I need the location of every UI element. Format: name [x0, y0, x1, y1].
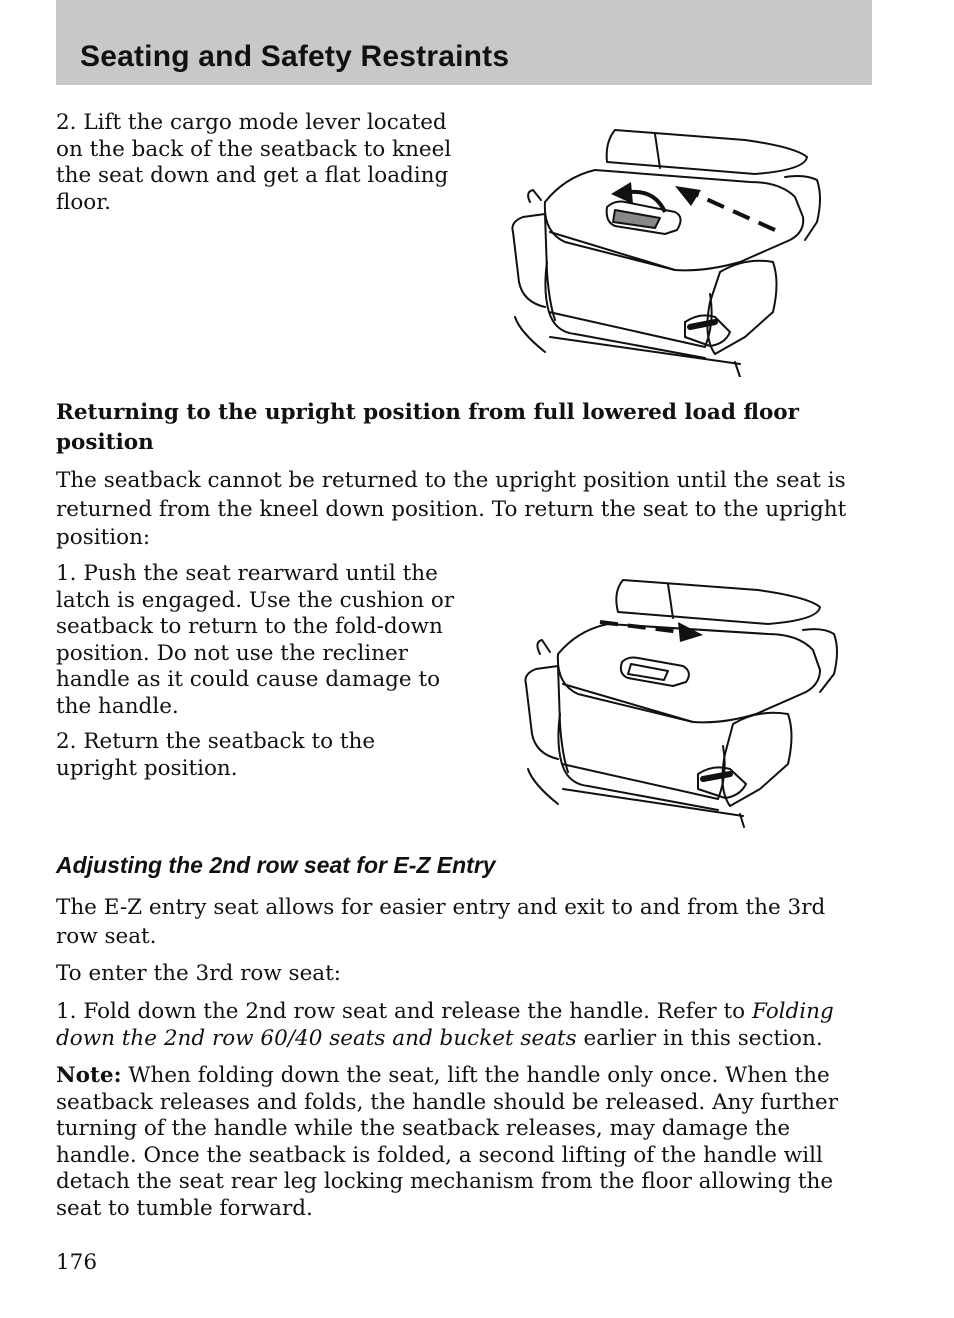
- seat-rearward-illustration: [518, 572, 848, 830]
- page-number: 176: [56, 1250, 98, 1275]
- step-fold-text-post: earlier in this section.: [576, 1025, 823, 1051]
- cross-reference: Folding down the 2nd row 60/40 seats and bucket seats: [56, 999, 834, 1051]
- enter-third-row: To enter the 3rd row seat:: [56, 961, 342, 986]
- seat-kneel-illustration: [505, 122, 835, 377]
- note-label: Note:: [56, 1063, 122, 1088]
- step-return-seatback: 2. Return the seatback to the upright position.: [56, 729, 376, 781]
- note-paragraph: [56, 1063, 868, 1222]
- step-fold-text-pre: 1. Fold down the 2nd row seat and release the handle. Refer to: [56, 999, 752, 1024]
- section-heading-ez-entry: Adjusting the 2nd row seat for E-Z Entry: [56, 852, 496, 878]
- step-fold-down-seat: [56, 999, 868, 1052]
- upright-intro: The seatback cannot be returned to the upright position until the seat is returned from the kneel down position. To return the seat to the upright position:: [56, 468, 847, 550]
- step-lift-cargo-lever: 2. Lift the cargo mode lever located on the back of the seatback to kneel the seat down and get a flat loading floor.: [56, 110, 452, 215]
- note-text: When folding down the seat, lift the handle only once. When the seatback releases and folds, the handle should be released. Any further turning of the handle while the seatback releases, may damage the handle. Once the seatback is folded, a second lifting of the handle will detach the seat rear leg locking mechanism from the floor allowing the seat to tumble forward.: [56, 1063, 838, 1221]
- ez-entry-intro: The E-Z entry seat allows for easier entry and exit to and from the 3rd row seat.: [56, 895, 826, 949]
- page-header: [56, 0, 872, 85]
- step-push-seat-rearward: 1. Push the seat rearward until the latch is engaged. Use the cushion or seatback to return to the fold-down position. Do not use the recliner handle as it could cause damage to the handle.: [56, 561, 455, 719]
- page-title: Seating and Safety Restraints: [80, 40, 510, 73]
- section-heading-upright: Returning to the upright position from full lowered load floor position: [56, 400, 799, 455]
